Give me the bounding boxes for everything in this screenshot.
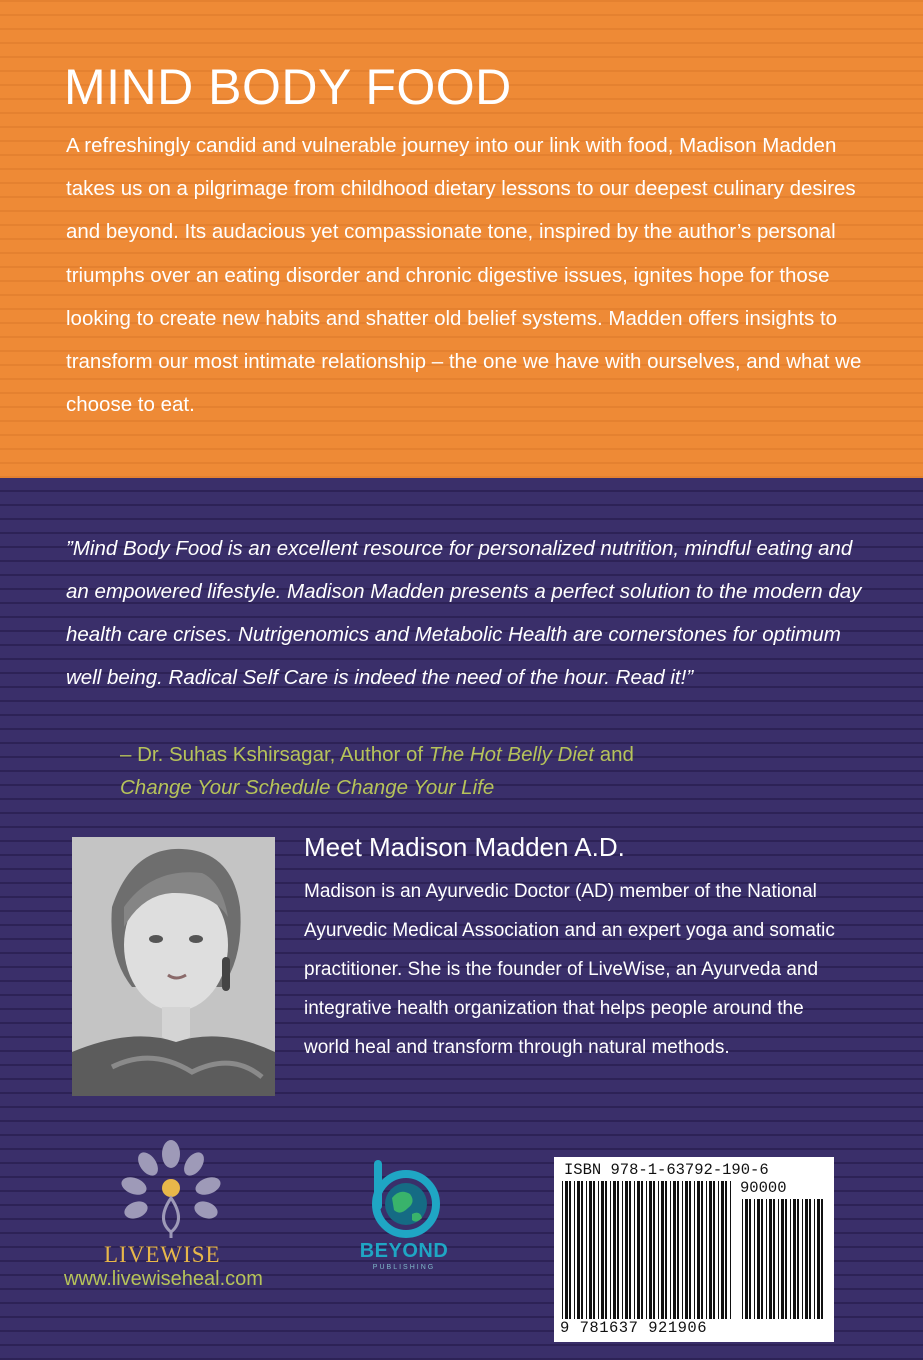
author-heading: Meet Madison Madden A.D. [304, 832, 625, 862]
book-title: MIND BODY FOOD [64, 59, 512, 115]
beyond-subtitle: PUBLISHING [372, 1264, 436, 1271]
author-bio: Madison is an Ayurvedic Doctor (AD) member of the National Ayurvedic Medical Association and an expert yoga and somatic practitioner. She is the founder of LiveWise, an Ayurveda and integrative health organization that helps people around the world heal and transform through natural methods. [304, 881, 835, 1058]
author-portrait-illustration [72, 837, 275, 1096]
livewise-wordmark: LIVEWISE [104, 1242, 221, 1267]
attribution-book-1: The Hot Belly Diet [428, 743, 595, 766]
price-code: 90000 [740, 1179, 787, 1197]
author-photo [72, 837, 275, 1096]
attribution-book-2: Change Your Schedule Change Your Life [120, 776, 495, 799]
attribution-prefix: – Dr. Suhas Kshirsagar, Author of [120, 743, 429, 766]
endorsement-attribution [120, 738, 840, 804]
price-addon-barcode [740, 1199, 828, 1319]
barcode-panel [554, 1157, 834, 1342]
barcode-number: 9 781637 921906 [560, 1319, 708, 1337]
livewise-url: www.livewiseheal.com [64, 1268, 263, 1290]
ean-barcode [560, 1181, 734, 1319]
attribution-conjunction: and [594, 743, 634, 766]
endorsement-quote: ”Mind Body Food is an excellent resource for personalized nutrition, mindful eating and an empowered lifestyle. Madison Madden presents a perfect solution to the modern day health care crises. Nutrigenomics and Metabolic Health are cornerstones for optimum well being. Radical Self Care is indeed the need of the hour. Read it!” [66, 537, 862, 689]
isbn-label: ISBN 978-1-63792-190-6 [564, 1161, 769, 1179]
book-blurb: A refreshingly candid and vulnerable journey into our link with food, Madison Madden takes us on a pilgrimage from childhood dietary lessons to our deepest culinary desires and beyond. Its audacious yet compassionate tone, inspired by the author’s personal triumphs over an eating disorder and chronic digestive issues, ignites hope for those looking to create new habits and shatter old belief systems. Madden offers insights to transform our most intimate relationship – the one we have with ourselves, and what we choose to eat. [66, 134, 862, 417]
beyond-wordmark: BEYOND [359, 1240, 449, 1262]
